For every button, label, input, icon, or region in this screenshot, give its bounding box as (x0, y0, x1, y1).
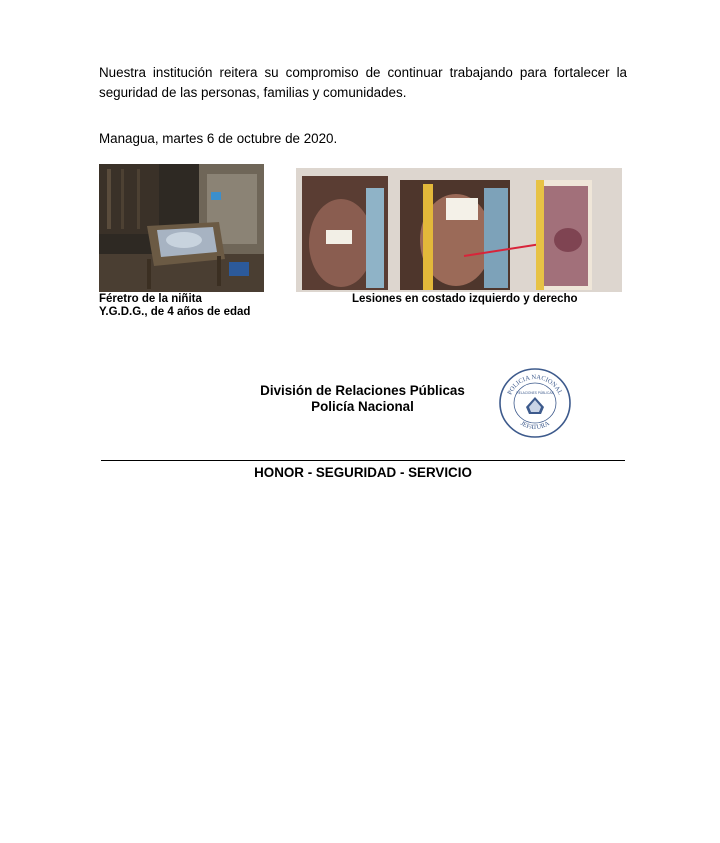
coffin-caption-line2: Y.G.D.G., de 4 años de edad (99, 306, 251, 318)
footer-rule (101, 460, 625, 461)
coffin-caption (99, 293, 299, 319)
body-paragraph: Nuestra institución reitera su compromiso de continuar trabajando para fortalecer la seguridad de las personas, familias y comunidades. (99, 65, 627, 100)
coffin-photo (99, 164, 264, 292)
division-name: División de Relaciones Públicas (260, 383, 465, 398)
injuries-caption: Lesiones en costado izquierdo y derecho (352, 293, 578, 305)
seal-inner-text: RELACIONES PÚBLICAS (516, 391, 554, 395)
seal-top-text: POLICIA NACIONAL (506, 373, 564, 397)
injuries-photo (296, 168, 622, 292)
seal-bottom-text: JEFATURA (519, 420, 551, 432)
police-seal (497, 367, 573, 439)
svg-text:JEFATURA (519, 420, 551, 431)
signature-block (230, 383, 495, 415)
institutional-motto: HONOR - SEGURIDAD - SERVICIO (254, 465, 472, 480)
dateline: Managua, martes 6 de octubre de 2020. (99, 131, 338, 146)
coffin-caption-line1: Féretro de la niñita (99, 293, 202, 305)
institution-name: Policía Nacional (311, 399, 414, 414)
